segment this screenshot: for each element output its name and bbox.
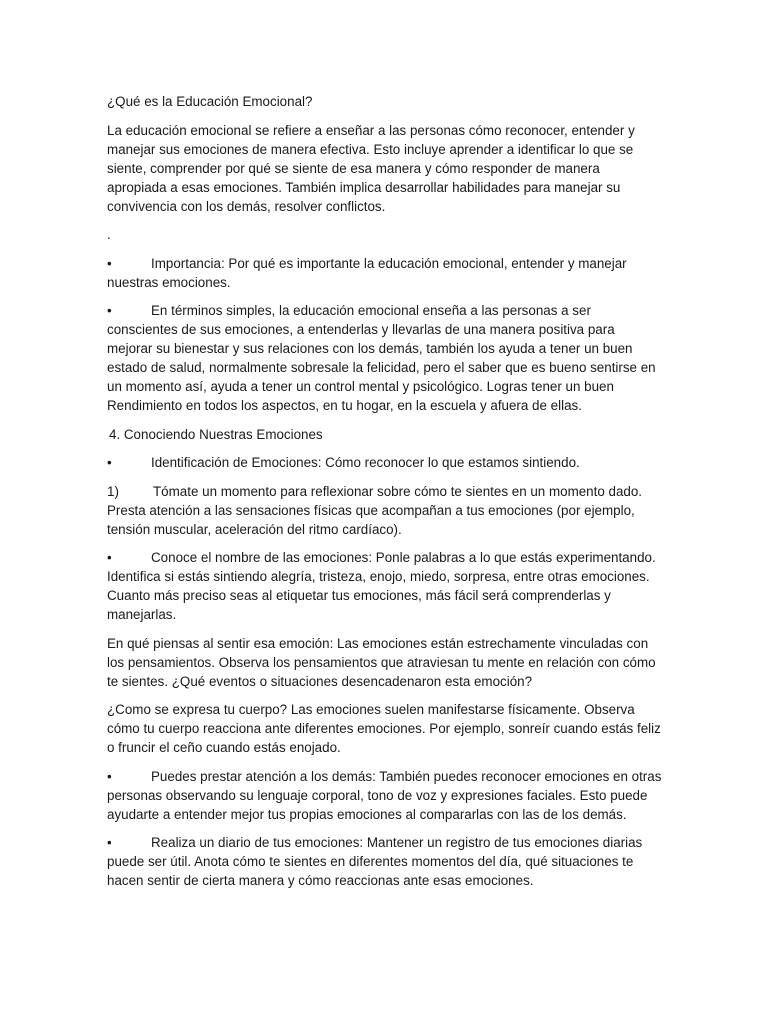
importancia-paragraph (107, 254, 663, 292)
bullet-symbol: • (107, 768, 112, 784)
document-body (107, 92, 663, 900)
bullet-symbol: • (107, 550, 112, 565)
page-title: ¿Qué es la Educación Emocional? (107, 94, 313, 109)
identificacion-paragraph (107, 453, 663, 472)
demas-text: Puedes prestar atención a los demás: También puedes reconocer emociones en otras personas observando su lenguaje corporal, tono de voz y expresiones faciales. Esto puede ayudarte a entender mejor tus propias emociones al compararlas con las de los demás. (107, 768, 662, 822)
section-4-heading: 4. Conociendo Nuestras Emociones (109, 426, 323, 442)
bullet-symbol: • (107, 835, 112, 850)
identificacion-text: Identificación de Emociones: Cómo reconocer lo que estamos sintiendo. (151, 455, 580, 470)
bullet-symbol: • (107, 255, 112, 271)
item-1-paragraph (107, 482, 663, 539)
intro-paragraph: La educación emocional se refiere a enseñar a las personas cómo reconocer, entender y manejar sus emociones de manera efectiva. Esto incluye aprender a identificar lo que se siente, comprender por qué se siente de esa manera y cómo responder de manera apropiada a esas emociones. También implica desarrollar habilidades para manejar su convivencia con los demás, resolver conflictos. (107, 122, 635, 214)
conoce-paragraph (107, 548, 663, 624)
item-1-text: Tómate un momento para reflexionar sobre cómo te sientes en un momento dado. Presta atención a las sensaciones físicas que acompañan a tus emociones (por ejemplo, tensión muscular, aceleración del ritmo cardíaco). (107, 483, 643, 537)
bullet-symbol: • (107, 303, 112, 318)
piensas-paragraph: En qué piensas al sentir esa emoción: Las emociones están estrechamente vinculadas con los pensamientos. Observa los pensamientos que atraviesan tu mente en relación con cómo te sientes. ¿Qué eventos o situaciones desencadenaron esta emoción? (107, 635, 656, 689)
diario-text: Realiza un diario de tus emociones: Mantener un registro de tus emociones diarias puede ser útil. Anota cómo te sientes en diferentes momentos del día, qué situaciones te hacen sentir de cierta manera y cómo reaccionas ante esas emociones. (107, 835, 643, 888)
terminos-text: En términos simples, la educación emocional enseña a las personas a ser conscientes de sus emociones, a entenderlas y llevarlas de una manera positiva para mejorar su bienestar y sus relaciones con los demás, también los ayuda a tener un buen estado de salud, normalmente sobresale la felicidad, pero el saber que es bueno sentirse en un momento así, ayuda a tener un control mental y psicológico. Logras tener un buen Rendimiento en todos los aspectos, en tu hogar, en la escuela y afuera de ellas. (107, 303, 656, 413)
diario-paragraph (107, 833, 663, 890)
bullet-symbol: • (107, 455, 112, 470)
importancia-text: Importancia: Por qué es importante la educación emocional, entender y manejar nuestras emociones. (107, 255, 627, 290)
cuerpo-paragraph: ¿Como se expresa tu cuerpo? Las emociones suelen manifestarse físicamente. Observa cómo tu cuerpo reacciona ante diferentes emociones. Por ejemplo, sonreír cuando estás feliz o fruncir el ceño cuando estás enojado. (107, 702, 661, 755)
terminos-paragraph (107, 301, 663, 415)
conoce-text: Conoce el nombre de las emociones: Ponle palabras a lo que estás experimentando. Identifica si estás sintiendo alegría, tristeza, enojo, miedo, sorpresa, entre otras emociones. Cuanto más preciso seas al etiquetar tus emociones, más fácil será comprenderlas y manejarlas. (107, 550, 656, 622)
demas-paragraph (107, 767, 663, 824)
item-1-number: 1) (107, 483, 119, 499)
dot-line: . (107, 227, 111, 242)
